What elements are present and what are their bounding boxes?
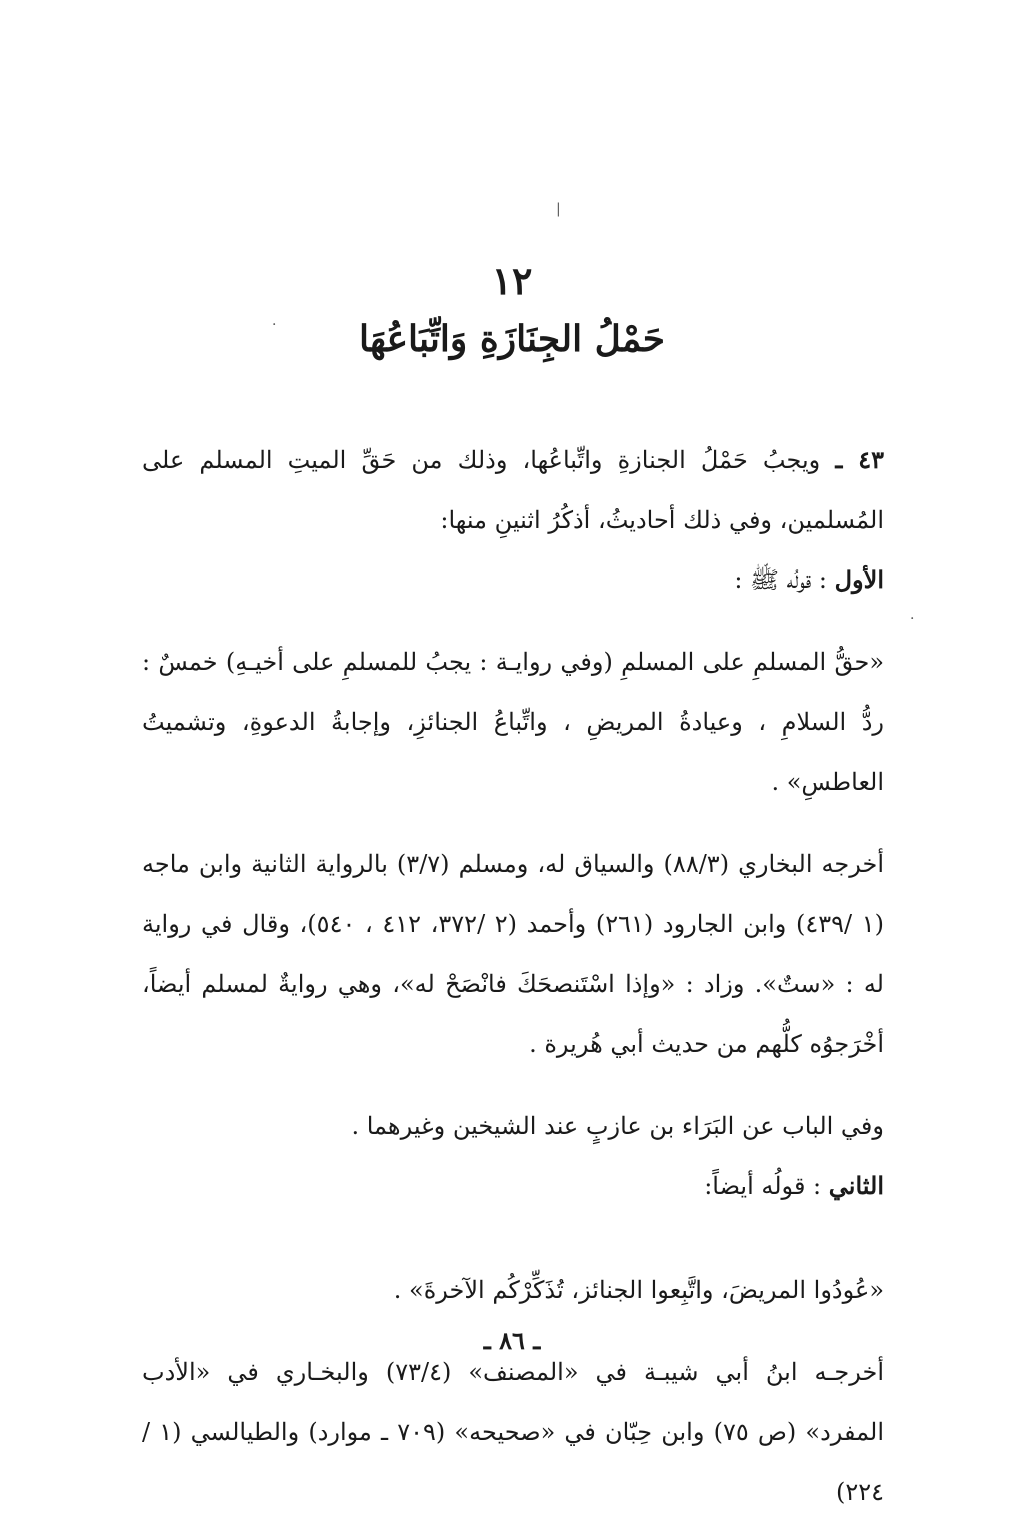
second-hadith-text: «عُودُوا المريضَ، واتَّبِعوا الجنائز، تُذَكِّرْكُم الآخرةَ» . <box>393 1276 884 1304</box>
bab-note: وفي الباب عن البَرَاء بن عازبٍ عند الشيخين وغيرهما . <box>351 1112 884 1140</box>
paragraph-43 <box>142 430 884 550</box>
chapter-title: حَمْلُ الجِنَازَةِ وَاتِّبَاعُهَا <box>359 318 665 360</box>
second-label: الثاني <box>828 1171 884 1200</box>
second-hadith-intro <box>142 1156 884 1216</box>
page-number: ـ ٨٦ ـ <box>483 1326 541 1355</box>
scan-speck: · <box>272 317 277 333</box>
first-label: الأول <box>834 565 884 594</box>
second-intro-text: : قولُه أيضاً: <box>704 1172 822 1200</box>
first-hadith-takhrij: أخرجه البخاري (٨٨/٣) والسياق له، ومسلم (٣/٧) بالرواية الثانية وابن ماجه (١ /٤٣٩) وابن الجارود (٢٦١) وأحمد (٢ /٣٧٢، ٤١٢ ، ٥٤٠)، وقال في رواية له : «ستٌ». وزاد : «وإذا اسْتَنصحَكَ فانْصَحْ له»، وهي روايةٌ لمسلم أيضاً، أخْرَجوُه كلُّهم من حديث أبي هُريرة . <box>142 850 885 1058</box>
second-hadith-takhrij: أخرجـه ابنُ أبي شيبـة في «المصنف» (٧٣/٤) والبخـاري في «الأدب المفرد» (ص ٧٥) وابن حِبّان في «صحيحه» (٧٠٩ ـ موارد) والطيالسي (١ /٢٢٤) <box>142 1358 885 1506</box>
chapter-number: ١٢ <box>491 258 533 303</box>
paragraph-text: ويجبُ حَمْلُ الجنازةِ واتِّباعُها، وذلك من حَقِّ الميتِ المسلم على المُسلمين، وفي ذلك أحاديثُ، أذكُرُ اثنينِ منها: <box>142 446 884 534</box>
scan-speck: | <box>556 201 561 217</box>
scan-speck: · <box>910 611 915 627</box>
first-intro-text: : قولُه ﷺ : <box>734 566 827 594</box>
body-text <box>142 430 884 1522</box>
paragraph-number: ٤٣ ـ <box>835 445 884 474</box>
first-hadith-text: «حقُّ المسلمِ على المسلمِ (وفي روايـة : يجبُ للمسلمِ على أخيـهِ) خمسٌ : ردُّ السلامِ ، وعيادةُ المريضِ ، واتِّباعُ الجنائزِ، وإجابةُ الدعوةِ، وتشميتُ العاطسِ» . <box>142 648 884 796</box>
first-hadith-intro <box>142 550 884 610</box>
